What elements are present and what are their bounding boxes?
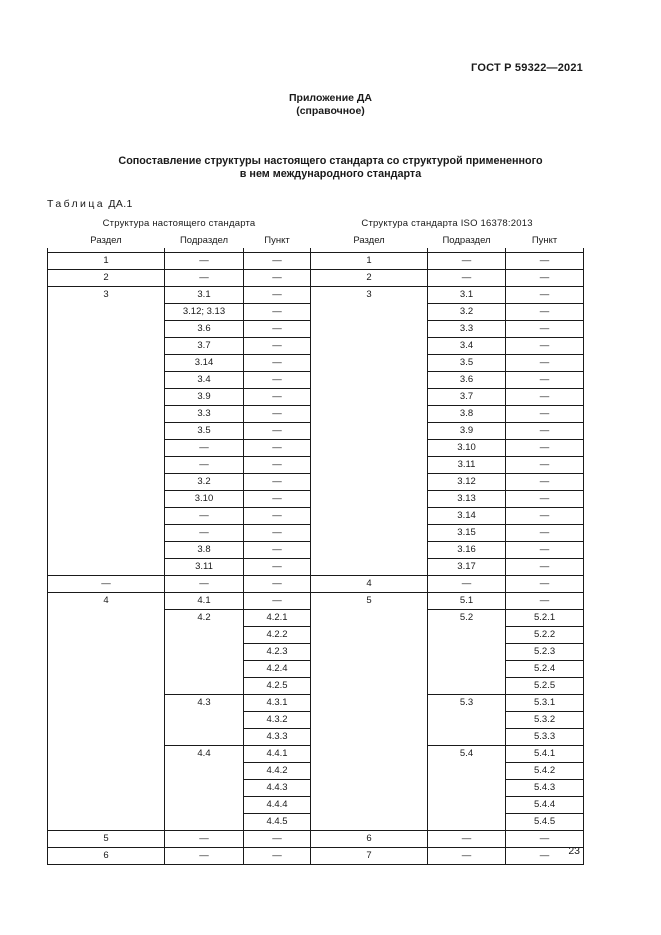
table-cell: 1	[311, 253, 428, 270]
table-row	[48, 508, 584, 525]
table-cell: 3.1	[165, 287, 244, 304]
table-cell: —	[244, 491, 311, 508]
table-cell: 3.4	[165, 372, 244, 389]
table-group-header-row	[48, 216, 584, 233]
table-cell: —	[244, 304, 311, 321]
table-row	[48, 440, 584, 457]
table-cell: —	[506, 304, 584, 321]
table-cell: —	[165, 576, 244, 593]
table-cell	[428, 763, 506, 780]
table-cell	[311, 457, 428, 474]
table-cell: 1	[48, 253, 165, 270]
table-cell: —	[244, 593, 311, 610]
table-cell: 5.2	[428, 610, 506, 627]
table-cell: —	[48, 576, 165, 593]
table-cell: 3.15	[428, 525, 506, 542]
table-cell	[311, 321, 428, 338]
table-cell: 3.11	[165, 559, 244, 576]
table-cell: —	[244, 338, 311, 355]
table-row	[48, 525, 584, 542]
table-cell	[48, 763, 165, 780]
annex-subtitle: (справочное)	[296, 105, 365, 117]
table-cell: 3.2	[428, 304, 506, 321]
table-cell	[311, 661, 428, 678]
table-cell: 5.4	[428, 746, 506, 763]
table-cell	[311, 627, 428, 644]
table-cell: 4.4.5	[244, 814, 311, 831]
table-row	[48, 848, 584, 865]
table-cell: 3.6	[428, 372, 506, 389]
table-cell: —	[506, 372, 584, 389]
table-cell: —	[165, 253, 244, 270]
table-cell: —	[506, 338, 584, 355]
table-cell: 5.3	[428, 695, 506, 712]
table-cell: 5.4.3	[506, 780, 584, 797]
table-cell	[48, 678, 165, 695]
table-cell	[311, 338, 428, 355]
table-row	[48, 287, 584, 304]
table-cell	[48, 372, 165, 389]
table-cell: 5.4.2	[506, 763, 584, 780]
standard-code: ГОСТ Р 59322—2021	[471, 62, 583, 74]
table-cell: 4.3	[165, 695, 244, 712]
table-cell	[428, 780, 506, 797]
table-row	[48, 746, 584, 763]
table-cell: —	[165, 457, 244, 474]
table-cell	[165, 780, 244, 797]
table-row	[48, 372, 584, 389]
table-cell: 3.9	[165, 389, 244, 406]
table-cell: —	[506, 355, 584, 372]
table-cell: —	[506, 253, 584, 270]
table-cell: 6	[311, 831, 428, 848]
table-cell: 4.3.2	[244, 712, 311, 729]
table-cell: —	[244, 423, 311, 440]
table-label-word: Таблица	[47, 198, 105, 210]
table-cell: 7	[311, 848, 428, 865]
table-cell	[48, 440, 165, 457]
table-cell	[311, 355, 428, 372]
table-cell: 3.2	[165, 474, 244, 491]
table-cell	[311, 780, 428, 797]
table-cell: 4.4	[165, 746, 244, 763]
table-cell	[428, 644, 506, 661]
table-cell	[48, 729, 165, 746]
table-cell: 3.12	[428, 474, 506, 491]
table-cell: 6	[48, 848, 165, 865]
table-cell	[428, 627, 506, 644]
table-row	[48, 780, 584, 797]
table-cell: —	[428, 831, 506, 848]
table-cell: 4.2.4	[244, 661, 311, 678]
table-cell: —	[506, 508, 584, 525]
table-cell: —	[428, 270, 506, 287]
table-cell: 4.2.1	[244, 610, 311, 627]
table-row	[48, 729, 584, 746]
table-cell	[311, 678, 428, 695]
table-cell	[48, 389, 165, 406]
table-row	[48, 593, 584, 610]
table-cell	[48, 746, 165, 763]
annex-title: Приложение ДА	[289, 92, 372, 104]
table-cell: —	[506, 457, 584, 474]
table-cell	[48, 814, 165, 831]
table-cell	[311, 474, 428, 491]
table-cell	[428, 729, 506, 746]
table-cell	[311, 542, 428, 559]
table-cell	[48, 542, 165, 559]
table-row	[48, 474, 584, 491]
table-cell	[311, 695, 428, 712]
column-header: Пункт	[531, 235, 558, 246]
table-cell: 3.5	[165, 423, 244, 440]
table-body	[48, 253, 584, 865]
table-row	[48, 661, 584, 678]
table-cell: —	[506, 542, 584, 559]
table-cell	[48, 797, 165, 814]
title-line-1: Сопоставление структуры настоящего стандарта со структурой примененного	[118, 155, 543, 167]
table-cell: 3.7	[428, 389, 506, 406]
table-row	[48, 338, 584, 355]
table-cell: 5.3.2	[506, 712, 584, 729]
table-cell	[311, 440, 428, 457]
table-cell: —	[244, 474, 311, 491]
table-row	[48, 797, 584, 814]
table-cell: —	[244, 253, 311, 270]
group-header-current: Структура настоящего стандарта	[102, 218, 256, 229]
table-cell	[311, 797, 428, 814]
table-cell	[165, 627, 244, 644]
table-cell	[311, 746, 428, 763]
table-cell	[48, 780, 165, 797]
table-cell: —	[244, 372, 311, 389]
table-cell	[48, 712, 165, 729]
table-cell	[165, 644, 244, 661]
table-cell: 3.3	[428, 321, 506, 338]
table-cell	[48, 457, 165, 474]
table-cell	[48, 355, 165, 372]
table-cell: —	[244, 576, 311, 593]
table-row	[48, 559, 584, 576]
table-cell: 3.10	[428, 440, 506, 457]
table-cell: —	[165, 848, 244, 865]
table-cell: —	[428, 848, 506, 865]
table-row	[48, 304, 584, 321]
table-cell: —	[244, 355, 311, 372]
table-cell: 5.2.1	[506, 610, 584, 627]
title-line-2: в нем международного стандарта	[239, 168, 422, 180]
annex-heading	[0, 92, 661, 118]
table-cell: 3.11	[428, 457, 506, 474]
table-row	[48, 253, 584, 270]
table-cell	[48, 627, 165, 644]
table-cell: 3.6	[165, 321, 244, 338]
table-cell: —	[506, 559, 584, 576]
table-cell: —	[506, 474, 584, 491]
table-row	[48, 491, 584, 508]
table-cell: 5.3.3	[506, 729, 584, 746]
table-cell: —	[165, 525, 244, 542]
table-cell: 3.5	[428, 355, 506, 372]
table-row	[48, 389, 584, 406]
table-cell	[48, 474, 165, 491]
table-cell	[311, 814, 428, 831]
table-cell	[311, 559, 428, 576]
table-cell	[48, 610, 165, 627]
table-cell	[311, 304, 428, 321]
table-cell: 3.17	[428, 559, 506, 576]
table-cell: —	[428, 253, 506, 270]
table-cell	[428, 678, 506, 695]
table-cell: 3.4	[428, 338, 506, 355]
table-cell: 5.4.5	[506, 814, 584, 831]
table-cell: —	[244, 542, 311, 559]
table-row	[48, 644, 584, 661]
table-cell: 5	[311, 593, 428, 610]
table-cell: 4	[311, 576, 428, 593]
table-cell: 4.4.1	[244, 746, 311, 763]
table-cell: 3.10	[165, 491, 244, 508]
group-header-iso: Структура стандарта ISO 16378:2013	[361, 218, 533, 229]
table-row	[48, 423, 584, 440]
table-cell	[48, 695, 165, 712]
table-row	[48, 542, 584, 559]
table-cell: 4.2	[165, 610, 244, 627]
table-row	[48, 763, 584, 780]
table-cell	[311, 763, 428, 780]
table-cell: —	[165, 508, 244, 525]
table-cell	[165, 814, 244, 831]
table-cell: 5.2.5	[506, 678, 584, 695]
table-cell: 4.2.5	[244, 678, 311, 695]
table-cell: 2	[48, 270, 165, 287]
table-cell: —	[506, 848, 584, 865]
table-cell	[165, 661, 244, 678]
table-cell	[48, 338, 165, 355]
table-cell	[48, 406, 165, 423]
table-cell	[428, 814, 506, 831]
table-cell: 3	[48, 287, 165, 304]
table-cell	[311, 729, 428, 746]
table-row	[48, 270, 584, 287]
table-row	[48, 831, 584, 848]
table-cell: —	[506, 321, 584, 338]
table-row	[48, 355, 584, 372]
table-cell: 5.3.1	[506, 695, 584, 712]
table-cell	[311, 610, 428, 627]
table-cell	[428, 712, 506, 729]
table-cell: 5.1	[428, 593, 506, 610]
table-cell: —	[165, 440, 244, 457]
table-cell: 4.2.3	[244, 644, 311, 661]
table-cell: 5	[48, 831, 165, 848]
table-cell: 5.4.4	[506, 797, 584, 814]
table-cell: 3.8	[165, 542, 244, 559]
table-cell: 4.4.4	[244, 797, 311, 814]
table-cell: —	[165, 270, 244, 287]
table-cell	[311, 644, 428, 661]
table-cell	[48, 644, 165, 661]
table-cell: —	[244, 389, 311, 406]
table-cell: 3.14	[165, 355, 244, 372]
table-cell: —	[506, 440, 584, 457]
table-cell: 5.4.1	[506, 746, 584, 763]
table-cell	[311, 491, 428, 508]
table-cell: —	[244, 848, 311, 865]
table-cell: 3.13	[428, 491, 506, 508]
table-cell: —	[244, 287, 311, 304]
table-cell	[428, 797, 506, 814]
table-cell: —	[428, 576, 506, 593]
table-cell: —	[244, 270, 311, 287]
table-cell: —	[506, 423, 584, 440]
table-cell: 3.7	[165, 338, 244, 355]
table-cell: —	[244, 831, 311, 848]
table-cell	[165, 763, 244, 780]
table-cell	[165, 797, 244, 814]
table-cell: 4.4.3	[244, 780, 311, 797]
table-cell: —	[506, 270, 584, 287]
table-cell: 3.14	[428, 508, 506, 525]
comparison-table	[47, 216, 584, 865]
table-cell	[165, 729, 244, 746]
table-column-header-row	[48, 233, 584, 248]
table-cell: 4.4.2	[244, 763, 311, 780]
table-cell	[48, 508, 165, 525]
table-cell: —	[506, 389, 584, 406]
table-cell: 5.2.2	[506, 627, 584, 644]
table-cell: 4.1	[165, 593, 244, 610]
table-row	[48, 814, 584, 831]
table-cell: 3.12; 3.13	[165, 304, 244, 321]
table-cell: —	[244, 440, 311, 457]
column-header: Раздел	[90, 235, 122, 246]
table-row	[48, 678, 584, 695]
table-cell: 4.2.2	[244, 627, 311, 644]
table-cell: 3.9	[428, 423, 506, 440]
table-cell	[311, 389, 428, 406]
table-cell: —	[244, 457, 311, 474]
table-cell	[311, 712, 428, 729]
table-cell: —	[244, 321, 311, 338]
table-row	[48, 576, 584, 593]
table-cell	[311, 423, 428, 440]
table-cell	[48, 423, 165, 440]
table-cell: 3.16	[428, 542, 506, 559]
table-cell: 4.3.1	[244, 695, 311, 712]
table-cell	[428, 661, 506, 678]
table-row	[48, 712, 584, 729]
table-cell	[165, 678, 244, 695]
table-row	[48, 627, 584, 644]
table-cell	[48, 321, 165, 338]
table-cell: —	[165, 831, 244, 848]
table-cell: 3.8	[428, 406, 506, 423]
table-cell: 3	[311, 287, 428, 304]
table-row	[48, 457, 584, 474]
table-cell: —	[244, 559, 311, 576]
table-label	[47, 198, 133, 210]
table-cell: —	[506, 831, 584, 848]
document-title	[0, 155, 661, 181]
column-header: Подраздел	[179, 235, 229, 246]
table-cell	[311, 508, 428, 525]
table-cell	[48, 491, 165, 508]
table-row	[48, 406, 584, 423]
table-cell: 4.3.3	[244, 729, 311, 746]
table-cell: —	[506, 525, 584, 542]
table-cell: —	[506, 406, 584, 423]
table-row	[48, 695, 584, 712]
table-cell: 3.3	[165, 406, 244, 423]
table-cell	[165, 712, 244, 729]
table-label-number: ДА.1	[108, 198, 133, 210]
table-cell	[48, 304, 165, 321]
table-cell: —	[506, 576, 584, 593]
table-cell: 3.1	[428, 287, 506, 304]
column-header: Подраздел	[442, 235, 491, 246]
column-header: Пункт	[264, 235, 290, 246]
table-cell: —	[506, 287, 584, 304]
table-cell	[311, 525, 428, 542]
table-cell: 5.2.4	[506, 661, 584, 678]
table-row	[48, 321, 584, 338]
table-cell	[311, 372, 428, 389]
table-cell	[311, 406, 428, 423]
table-cell	[48, 661, 165, 678]
table-cell: 4	[48, 593, 165, 610]
table-cell: —	[244, 406, 311, 423]
table-cell	[48, 559, 165, 576]
table-cell: —	[506, 593, 584, 610]
table-cell: 5.2.3	[506, 644, 584, 661]
table-row	[48, 610, 584, 627]
table-cell: —	[506, 491, 584, 508]
column-header: Раздел	[353, 235, 385, 246]
table-cell: 2	[311, 270, 428, 287]
table-cell	[48, 525, 165, 542]
table-cell: —	[244, 508, 311, 525]
page-number: 23	[568, 845, 580, 857]
table-cell: —	[244, 525, 311, 542]
